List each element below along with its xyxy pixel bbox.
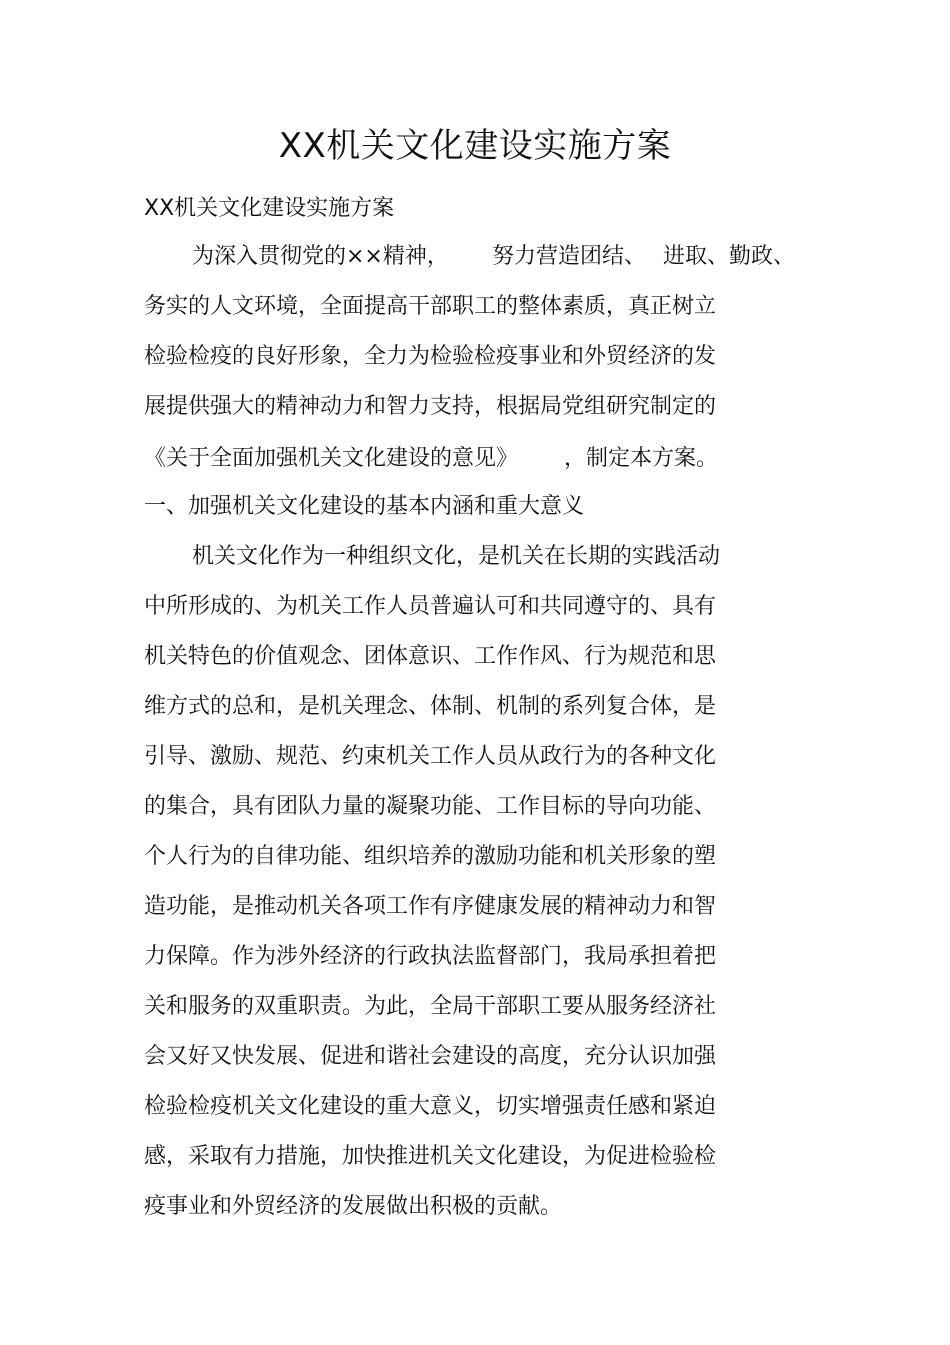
intro-line-2: 务实的人文环境，全面提高干部职工的整体素质，真正树立: [144, 294, 717, 319]
paragraph-line: 中所形成的、为机关工作人员普遍认可和共同遵守的、具有: [144, 594, 717, 619]
paragraph-line: 造功能，是推动机关各项工作有序健康发展的精神动力和智: [144, 894, 717, 919]
paragraph-line: 机关特色的价值观念、团体意识、工作作风、行为规范和思: [144, 644, 717, 669]
paragraph-line: 检验检疫机关文化建设的重大意义，切实增强责任感和紧迫: [144, 1094, 717, 1119]
paragraph-line: 力保障。作为涉外经济的行政执法监督部门，我局承担着把: [144, 944, 717, 969]
intro-line-1-part-2: 努力营造团结、: [492, 244, 647, 269]
paragraph-line: 疫事业和外贸经济的发展做出积极的贡献。: [144, 1194, 563, 1219]
intro-line-4: 展提供强大的精神动力和智力支持，根据局党组研究制定的: [144, 394, 717, 419]
paragraph-line: 个人行为的自律功能、组织培养的激励功能和机关形象的塑: [144, 844, 717, 869]
section-1-heading: 一、加强机关文化建设的基本内涵和重大意义: [144, 494, 585, 519]
document-title: XX机关文化建设实施方案: [278, 126, 672, 166]
intro-line-5-part-2: ，制定本方案。: [564, 446, 719, 471]
intro-line-1-part-3: 进取、勤政、: [663, 244, 796, 269]
paragraph-line: 会又好又快发展、促进和谐社会建设的高度，充分认识加强: [144, 1044, 717, 1069]
paragraph-line: 维方式的总和，是机关理念、体制、机制的系列复合体，是: [144, 694, 717, 719]
paragraph-line: 感，采取有力措施，加快推进机关文化建设，为促进检验检: [144, 1144, 717, 1169]
paragraph-line: 引导、激励、规范、约束机关工作人员从政行为的各种文化: [144, 744, 717, 769]
paragraph-line: 关和服务的双重职责。为此，全局干部职工要从服务经济社: [144, 994, 717, 1019]
intro-line-5-part-1: 《关于全面加强机关文化建设的意见》: [144, 446, 519, 471]
paragraph-line: 机关文化作为一种组织文化，是机关在长期的实践活动: [192, 544, 721, 569]
intro-line-1-part-1: 为深入贯彻党的××精神，: [192, 244, 449, 269]
paragraph-line: 的集合，具有团队力量的凝聚功能、工作目标的导向功能、: [144, 794, 717, 819]
document-subtitle: XX机关文化建设实施方案: [144, 196, 395, 221]
intro-line-3: 检验检疫的良好形象，全力为检验检疫事业和外贸经济的发: [144, 344, 717, 369]
